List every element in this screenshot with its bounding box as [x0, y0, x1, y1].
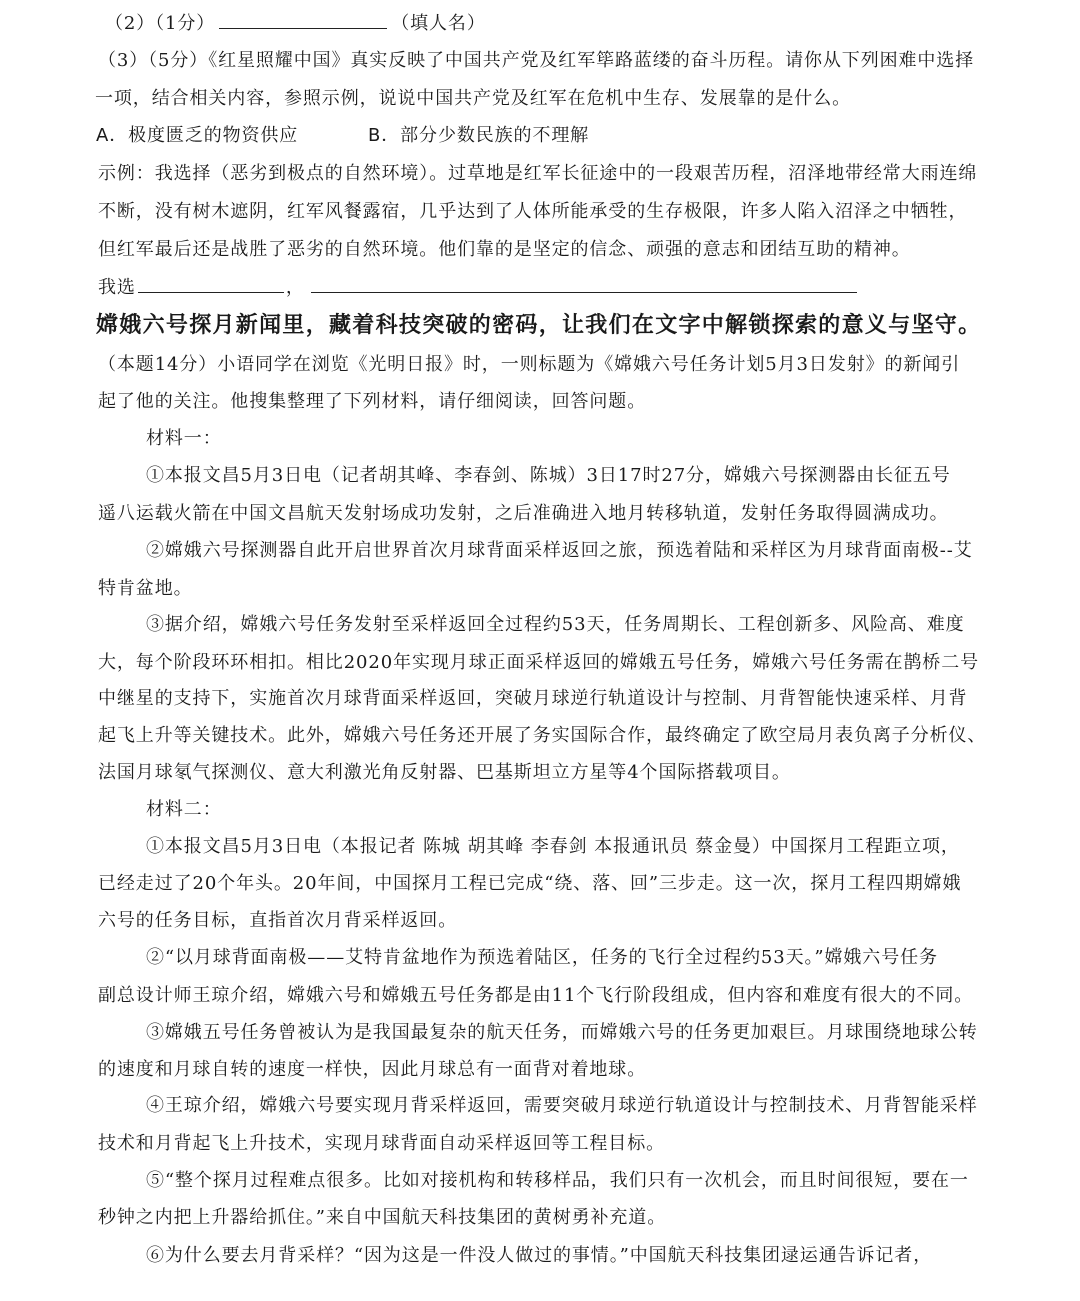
material-one-paragraph-2-line-2: 特肯盆地。 [98, 578, 193, 599]
material-two-paragraph-1-line-2: 已经走过了20个年头。20年间，中国探月工程已完成“绕、落、回”三步走。这一次，探月工程四期嫦娥 [98, 873, 962, 894]
material-two-paragraph-6-line-1: ⑥为什么要去月背采样？“因为这是一件没人做过的事情。”中国航天科技集团逯运通告诉记者， [146, 1245, 933, 1266]
material-one-paragraph-3-line-3: 中继星的支持下，实施首次月球背面采样返回，突破月球逆行轨道设计与控制、月背智能快速采样、月背 [98, 688, 968, 709]
section-headline: 嫦娥六号探月新闻里，藏着科技突破的密码，让我们在文字中解锁探索的意义与坚守。 [96, 313, 982, 338]
choose-label: 我选 [98, 277, 136, 298]
example-line-1: 示例：我选择（恶劣到极点的自然环境）。过草地是红军长征途中的一段艰苦历程，沼泽地带经常大雨连绵 [98, 163, 978, 184]
intro-line-1: （本题14分）小语同学在浏览《光明日报》时，一则标题为《嫦娥六号任务计划5月3日发射》的新闻引 [98, 354, 961, 375]
material-one-paragraph-1-line-1: ①本报文昌5月3日电（记者胡其峰、李春剑、陈城）3日17时27分，嫦娥六号探测器由长征五号 [146, 465, 951, 486]
material-two-paragraph-3-line-2: 的速度和月球自转的速度一样快，因此月球总有一面背对着地球。 [98, 1059, 647, 1080]
material-two-paragraph-1-line-1: ①本报文昌5月3日电（本报记者 陈城 胡其峰 李春剑 本报通讯员 蔡金曼）中国探月工程距立项， [146, 836, 960, 857]
name-answer-blank[interactable] [219, 10, 387, 29]
material-one-paragraph-3-line-5: 法国月球氡气探测仪、意大利激光角反射器、巴基斯坦立方星等4个国际搭载项目。 [98, 762, 791, 783]
material-two-paragraph-2-line-1: ②“以月球背面南极——艾特肯盆地作为预选着陆区，任务的飞行全过程约53天。”嫦娥六号任务 [146, 947, 938, 968]
intro-line-2: 起了他的关注。他搜集整理了下列材料，请仔细阅读，回答问题。 [98, 391, 647, 412]
material-one-heading: 材料一： [146, 428, 222, 449]
material-two-paragraph-4-line-1: ④王琼介绍，嫦娥六号要实现月背采样返回，需要突破月球逆行轨道设计与控制技术、月背智能采样 [146, 1095, 978, 1116]
choose-answer-line [98, 274, 857, 301]
material-two-paragraph-5-line-2: 秒钟之内把上升器给抓住。”来自中国航天科技集团的黄树勇补充道。 [98, 1207, 667, 1228]
example-line-2: 不断，没有树木遮阴，红军风餐露宿，几乎达到了人体所能承受的生存极限，许多人陷入沼泽之中牺牲， [98, 201, 968, 222]
material-two-paragraph-3-line-1: ③嫦娥五号任务曾被认为是我国最复杂的航天任务，而嫦娥六号的任务更加艰巨。月球围绕地球公转 [146, 1022, 978, 1043]
question-2-label: （2）（1分） [105, 13, 216, 34]
material-one-paragraph-1-line-2: 遥八运载火箭在中国文昌航天发射场成功发射，之后准确进入地月转移轨道，发射任务取得圆满成功。 [98, 503, 949, 524]
material-one-paragraph-3-line-2: 大，每个阶段环环相扣。相比2020年实现月球正面采样返回的嫦娥五号任务，嫦娥六号任务需在鹊桥二号 [98, 652, 980, 673]
material-one-paragraph-2-line-1: ②嫦娥六号探测器自此开启世界首次月球背面采样返回之旅，预选着陆和采样区为月球背面南极--艾 [146, 540, 973, 561]
material-two-paragraph-2-line-2: 副总设计师王琼介绍，嫦娥六号和嫦娥五号任务都是由11个飞行阶段组成，但内容和难度有很大的不同。 [98, 985, 974, 1006]
reason-answer-blank[interactable] [311, 274, 857, 293]
example-line-3: 但红军最后还是战胜了恶劣的自然环境。他们靠的是坚定的信念、顽强的意志和团结互助的精神。 [98, 239, 911, 260]
question-3-line-1: （3）（5分）《红星照耀中国》真实反映了中国共产党及红军筚路蓝缕的奋斗历程。请你从下列困难中选择 [98, 50, 975, 71]
option-a: A．极度匮乏的物资供应 [96, 125, 299, 146]
question-3-line-2: 一项，结合相关内容，参照示例，说说中国共产党及红军在危机中生存、发展靠的是什么。 [95, 88, 851, 109]
question-2-hint: （填人名） [391, 13, 486, 34]
material-two-paragraph-4-line-2: 技术和月背起飞上升技术，实现月球背面自动采样返回等工程目标。 [98, 1133, 665, 1154]
material-two-paragraph-1-line-3: 六号的任务目标，直指首次月背采样返回。 [98, 910, 458, 931]
option-b: B．部分少数民族的不理解 [368, 125, 590, 146]
material-one-paragraph-3-line-1: ③据介绍，嫦娥六号任务发射至采样返回全过程约53天，任务周期长、工程创新多、风险高、难度 [146, 614, 965, 635]
material-one-paragraph-3-line-4: 起飞上升等关键技术。此外，嫦娥六号任务还开展了务实国际合作，最终确定了欧空局月表负离子分析仪、 [98, 725, 987, 746]
choose-comma: ， [285, 277, 305, 298]
choice-answer-blank[interactable] [138, 274, 284, 293]
question-2-line [105, 10, 486, 37]
material-two-heading: 材料二： [146, 799, 222, 820]
material-two-paragraph-5-line-1: ⑤“整个探月过程难点很多。比如对接机构和转移样品，我们只有一次机会，而且时间很短，要在一 [146, 1170, 969, 1191]
